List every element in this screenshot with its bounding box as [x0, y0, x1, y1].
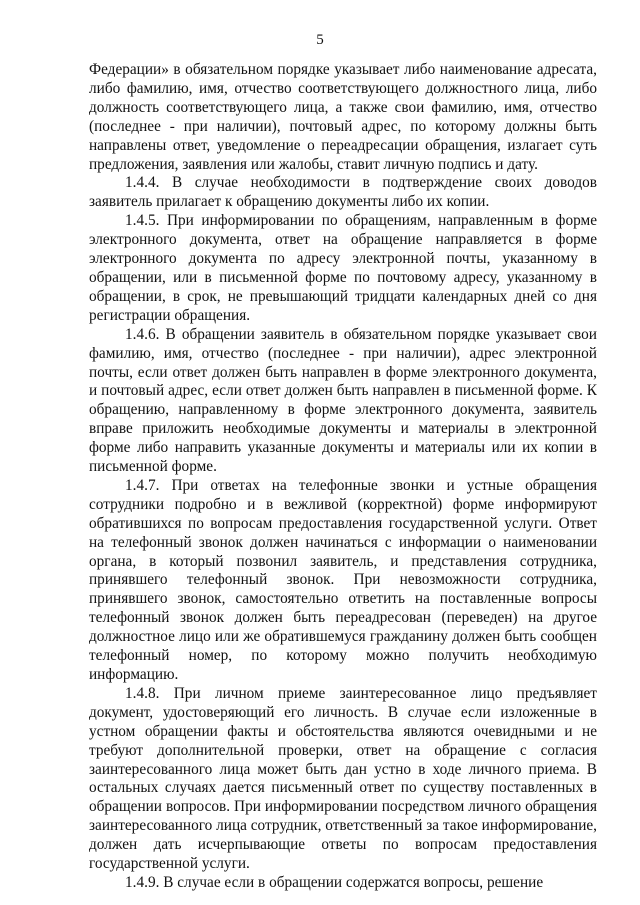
page-number: 5	[316, 32, 324, 48]
paragraph-1-4-6: 1.4.6. В обращении заявитель в обязательном порядке указывает свои фамилию, имя, отчество (последнее - при наличии), адрес электронной почты, если ответ должен быть направлен в форме электронного документа, и почтовый адрес, если ответ должен быть направлен в письменной форме. К обращению, направленному в форме электронного документа, заявитель вправе приложить необходимые документы и материалы в электронной форме либо направить указанные документы и материалы или их копии в письменной форме.	[89, 325, 597, 476]
paragraph-1-4-9: 1.4.9. В случае если в обращении содержатся вопросы, решение	[125, 873, 544, 891]
paragraph-1-4-8: 1.4.8. При личном приеме заинтересованное лицо предъявляет документ, удостоверяющий его личность. В случае если изложенные в устном обращении факты и обстоятельства являются очевидными и не требуют дополнительной проверки, ответ на обращение с согласия заинтересованного лица может быть дан устно в ходе личного приема. В остальных случаях дается письменный ответ по существу поставленных в обращении вопросов. При информировании посредством личного обращения заинтересованного лица сотрудник, ответственный за такое информирование, должен дать исчерпывающие ответы по вопросам предоставления государственной услуги.	[89, 684, 597, 873]
paragraph-1-4-4: 1.4.4. В случае необходимости в подтверждение своих доводов заявитель прилагает к обращению документы либо их копии.	[89, 174, 597, 211]
paragraph-continuation: Федерации» в обязательном порядке указывает либо наименование адресата, либо фамилию, имя, отчество соответствующего должностного лица, либо должность соответствующего лица, а также свои фамилию, имя, отчество (последнее - при наличии), почтовый адрес, по которому должны быть направлены ответ, уведомление о переадресации обращения, излагает суть предложения, заявления или жалобы, ставит личную подпись и дату.	[89, 61, 597, 173]
paragraph-1-4-5: 1.4.5. При информировании по обращениям, направленным в форме электронного документа, ответ на обращение направляется в форме электронного документа по адресу электронной почты, указанному в обращении, или в письменной форме по почтовому адресу, указанному в обращении, в срок, не превышающий тридцати календарных дней со дня регистрации обращения.	[89, 212, 597, 324]
paragraph-1-4-7: 1.4.7. При ответах на телефонные звонки и устные обращения сотрудники подробно и в вежливой (корректной) форме информируют обратившихся по вопросам предоставления государственной услуги. Ответ на телефонный звонок должен начинаться с информации о наименовании органа, в который позвонил заявитель, и представления сотрудника, принявшего телефонный звонок. При невозможности сотрудника, принявшего звонок, самостоятельно ответить на поставленные вопросы телефонный звонок должен быть переадресован (переведен) на другое должностное лицо или же обратившемуся гражданину должен быть сообщен телефонный номер, по которому можно получить необходимую информацию.	[89, 476, 597, 683]
document-body	[89, 61, 597, 893]
